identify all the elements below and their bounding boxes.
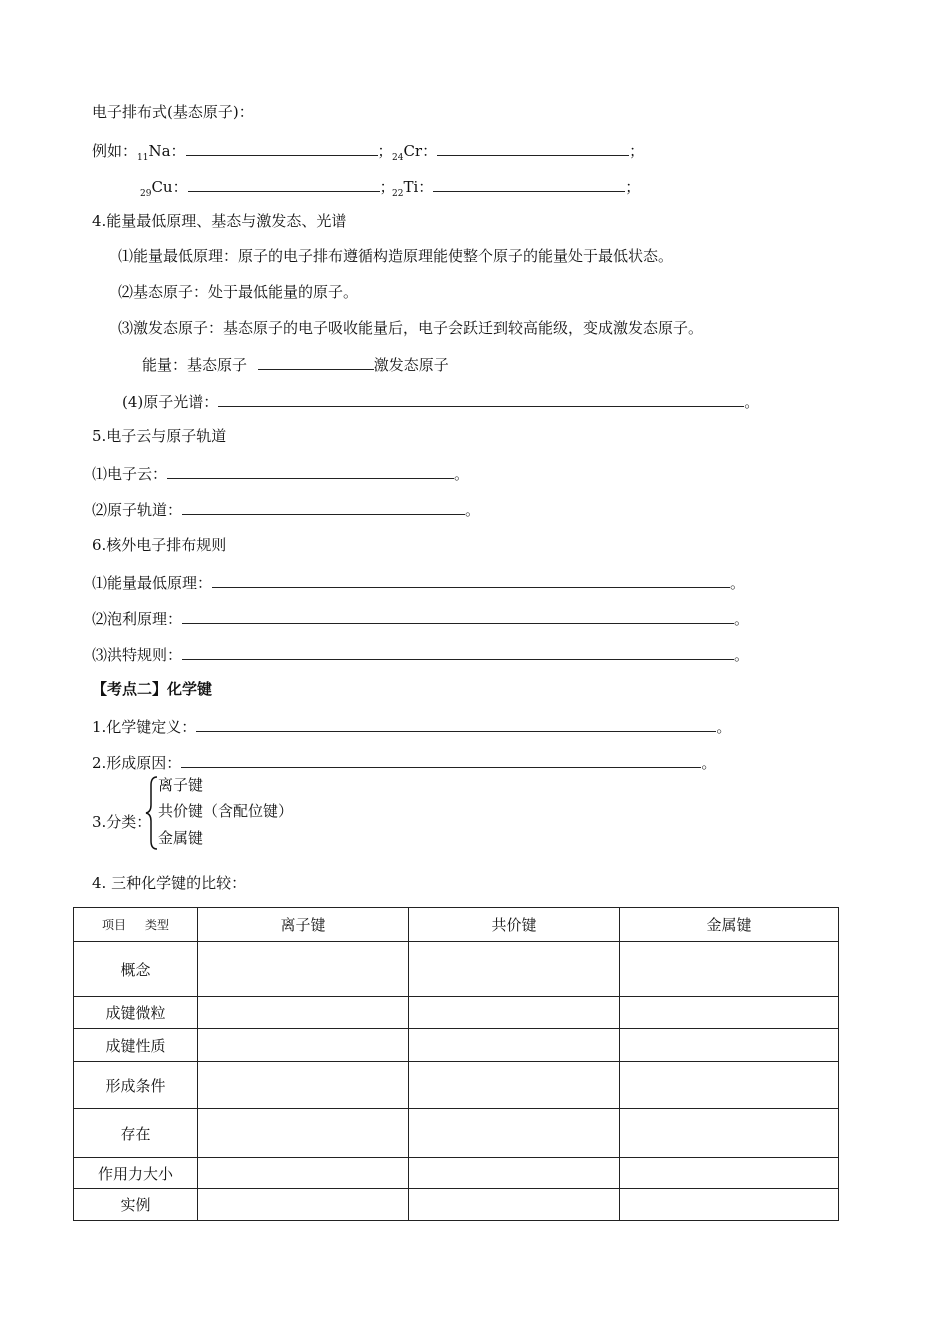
blank-energy[interactable] [258,353,374,370]
table-cell[interactable] [409,997,620,1029]
blank-spectrum[interactable] [218,390,744,407]
row-label: 概念 [74,942,198,997]
table-cell[interactable] [409,1189,620,1221]
pauli-label: ⑵泡利原理： [92,610,183,628]
para-4-1: ⑴能量最低原理：原子的电子排布遵循构造原理能使整个原子的能量处于最低状态。 [118,247,674,265]
para-4-4 [122,390,759,412]
example-line-1 [92,139,393,164]
config-title: 电子排布式(基态原子)： [92,103,254,121]
blank-cause[interactable] [181,751,701,768]
semicolon: ； [629,142,645,160]
blank-na[interactable] [186,139,378,156]
semicolon: ； [379,178,395,196]
example-ti [392,175,640,200]
table-row [74,1189,839,1221]
table-cell[interactable] [409,1029,620,1062]
period: 。 [701,754,717,772]
table-cell[interactable] [620,1158,839,1189]
table-cell[interactable] [198,942,409,997]
para-6-2 [92,607,749,629]
period: 。 [716,718,732,736]
blank-orbital[interactable] [182,498,465,515]
table-cell[interactable] [620,942,839,997]
table-cell[interactable] [409,1158,620,1189]
class-metallic: 金属键 [158,829,204,847]
para-5-1 [92,462,469,484]
q1-line [92,715,731,737]
orbital-label: ⑵原子轨道： [92,501,183,519]
q2-line [92,751,716,773]
row-label: 成键性质 [74,1029,198,1062]
col-header-metallic: 金属键 [620,908,839,942]
hund-label: ⑶洪特规则： [92,646,183,664]
period: 。 [744,393,760,411]
para-6-3 [92,643,749,665]
example-prefix: 例如： [92,142,138,160]
table-corner-cell [74,908,198,942]
period: 。 [454,465,470,483]
row-label: 实例 [74,1189,198,1221]
class-ionic: 离子键 [158,776,204,794]
table-cell[interactable] [198,1189,409,1221]
bond-comparison-table [73,907,839,1221]
blank-pauli[interactable] [182,607,734,624]
row-label: 存在 [74,1109,198,1158]
atomic-number-cr: 24 [392,153,404,163]
element-na: Na： [148,142,186,160]
period: 。 [734,646,750,664]
q2-label: 2.形成原因： [92,754,182,772]
table-cell[interactable] [620,1189,839,1221]
table-cell[interactable] [409,942,620,997]
blank-ti[interactable] [433,175,625,192]
table-row [74,1029,839,1062]
table-cell[interactable] [198,1062,409,1109]
col-header-ionic: 离子键 [198,908,409,942]
semicolon: ； [625,178,641,196]
table-cell[interactable] [620,1062,839,1109]
col-header-covalent: 共价键 [409,908,620,942]
corner-right: 类型 [145,918,170,932]
atomic-number-na: 11 [137,153,149,163]
element-cu: Cu： [151,178,188,196]
example-cr [392,139,644,164]
atomic-number-cu: 29 [140,189,152,199]
energy-label: 能量：基态原子 [142,356,248,374]
heading-4: 4.能量最低原理、基态与激发态、光谱 [92,212,347,230]
row-label: 成键微粒 [74,997,198,1029]
para-5-2 [92,498,480,520]
heading-6: 6.核外电子排布规则 [92,536,227,554]
semicolon: ； [377,142,393,160]
atomic-number-ti: 22 [392,189,404,199]
element-ti: Ti： [403,178,434,196]
row-label: 作用力大小 [74,1158,198,1189]
q3-label: 3.分类： [92,813,152,831]
table-row [74,1158,839,1189]
blank-cu[interactable] [188,175,380,192]
q4-label: 4. 三种化学键的比较： [92,874,247,892]
table-cell[interactable] [198,1109,409,1158]
para-4-3: ⑶激发态原子：基态原子的电子吸收能量后，电子会跃迁到较高能级，变成激发态原子。 [118,319,704,337]
table-row [74,1109,839,1158]
period: 。 [465,501,481,519]
para-4-2: ⑵基态原子：处于最低能量的原子。 [118,283,359,301]
lowest-energy-label: ⑴能量最低原理： [92,574,213,592]
table-cell[interactable] [409,1062,620,1109]
table-cell[interactable] [198,1029,409,1062]
energy-line [142,353,449,375]
table-cell[interactable] [620,1109,839,1158]
table-row [74,997,839,1029]
heading-5: 5.电子云与原子轨道 [92,427,227,445]
table-cell[interactable] [198,1158,409,1189]
brace-icon [145,775,159,851]
table-cell[interactable] [409,1109,620,1158]
table-header-row [74,908,839,942]
blank-definition[interactable] [196,715,716,732]
section2-title: 【考点二】化学键 [92,680,213,698]
table-cell[interactable] [620,1029,839,1062]
atomic-spectrum-label: (4)原子光谱： [122,393,219,411]
para-6-1 [92,571,745,593]
blank-lowest-energy[interactable] [212,571,730,588]
table-cell[interactable] [620,997,839,1029]
example-cu [140,175,395,200]
element-cr: Cr： [403,142,438,160]
table-row [74,942,839,997]
electron-cloud-label: ⑴电子云： [92,465,168,483]
blank-hund[interactable] [182,643,734,660]
blank-cr[interactable] [437,139,629,156]
blank-electron-cloud[interactable] [167,462,454,479]
period: 。 [734,610,750,628]
corner-left: 项目 [101,918,126,932]
table-cell[interactable] [198,997,409,1029]
row-label: 形成条件 [74,1062,198,1109]
q1-label: 1.化学键定义： [92,718,197,736]
energy-right: 激发态原子 [373,356,449,374]
period: 。 [730,574,746,592]
table-row [74,1062,839,1109]
class-covalent: 共价键（含配位键） [158,802,294,820]
